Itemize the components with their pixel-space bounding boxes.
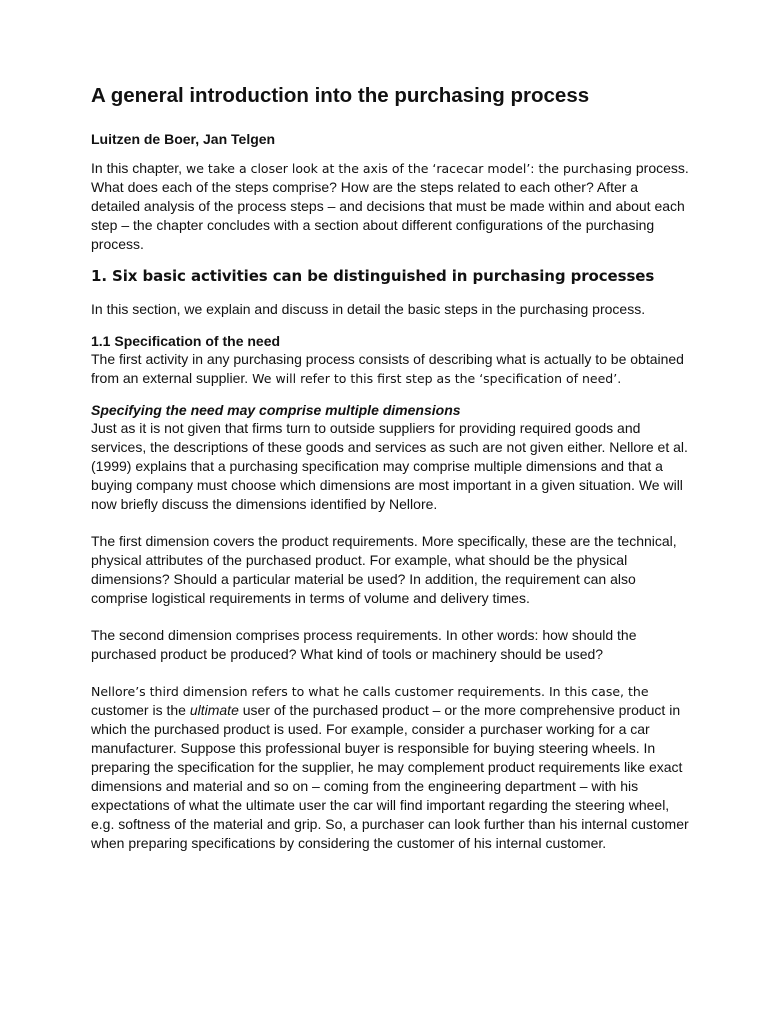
third-dimension-paragraph (91, 682, 691, 853)
section-1-1-heading: 1.1 Specification of the need (91, 333, 281, 349)
first-dimension-paragraph: The first dimension covers the product requirements. More specifically, these are the technical, physical attributes of the purchased product. For example, what should be the physical dimensions? Should a particular material be used? In addition, the requirement can also comprise logistical requirements in terms of volume and delivery times. (91, 533, 677, 606)
third-dim-text-d: user of the purchased product – or the more comprehensive product in which the purchased product is used. For example, consider a purchaser working for a car manufacturer. Suppose this professional buyer is responsible for buying steering wheels. In preparing the specification for the supplier, he may complement product requirements like exact dimensions and material and so on – coming from the engineering department – with his expectations of what the ultimate user the car will find important regarding the steering wheel, e.g. softness of the material and grip. So, a purchaser can look further than his internal customer when preparing specifications by considering the customer of his internal customer. (91, 702, 689, 851)
second-dimension-paragraph: The second dimension comprises process requirements. In other words: how should the purchased product be produced? What kind of tools or machinery should be used? (91, 627, 637, 662)
intro-text-b: we take a closer look at the axis of the ‘racecar model’: the purchasing (182, 161, 632, 176)
document-page (91, 82, 691, 853)
spec-text-b: We will refer to this first step as the ‘specification of need’. (248, 371, 622, 386)
third-dim-text-a: Nellore’s third dimension refers to what he calls customer requirements. In this case, the (91, 684, 649, 699)
spec-text-a: The first activity in any purchasing process consists of describing what is actually to be obtained from an external supplier. (91, 351, 684, 386)
dimensions-paragraph: Just as it is not given that firms turn to outside suppliers for providing required goods and services, the descriptions of these goods and services as such are not given either. Nellore et al. (1999) explains that a purchasing specification may comprise multiple dimensions and that a buying company must choose which dimensions are most important in a given situation. We will now briefly discuss the dimensions identified by Nellore. (91, 420, 688, 512)
intro-paragraph (91, 159, 691, 254)
intro-text-a: In this chapter, (91, 160, 183, 176)
intro-text-c: process. What does each of the steps comprise? How are the steps related to each other? After a detailed analysis of the process steps – and decisions that must be made within and about each step – the chapter concludes with a section about different configurations of the purchasing process. (91, 160, 689, 252)
section-1-paragraph: In this section, we explain and discuss in detail the basic steps in the purchasing process. (91, 301, 646, 317)
document-title: A general introduction into the purchasing process (91, 84, 590, 107)
section-1-heading: 1. Six basic activities can be distinguished in purchasing processes (91, 267, 655, 285)
third-dim-text-b: customer is the (91, 702, 190, 718)
section-1-1-paragraph-1 (91, 350, 691, 388)
subheading-dimensions: Specifying the need may comprise multiple dimensions (91, 402, 461, 418)
ultimate-emphasis: ultimate (189, 702, 239, 718)
authors: Luitzen de Boer, Jan Telgen (91, 131, 276, 147)
